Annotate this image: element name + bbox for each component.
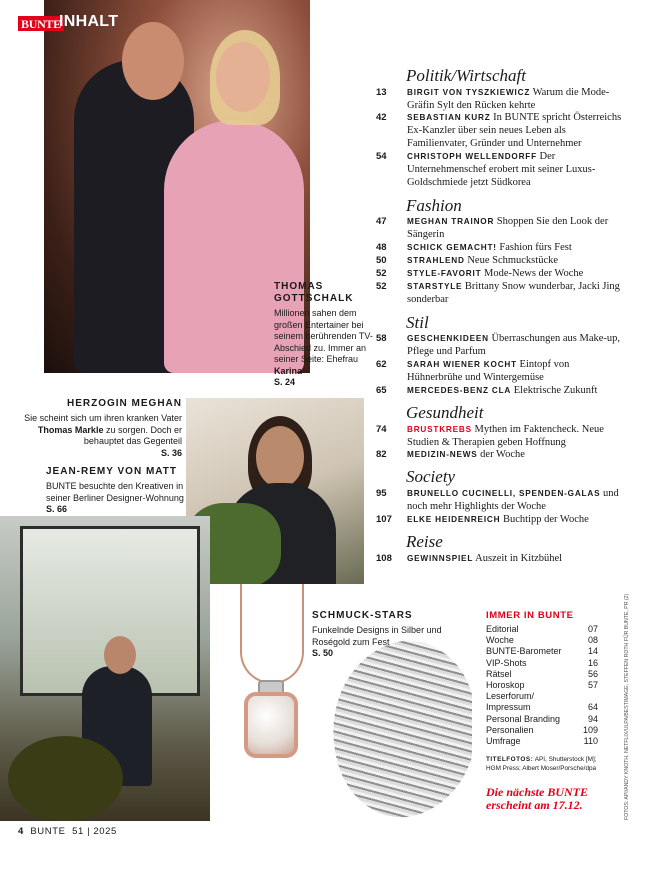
caption-title: THOMAS GOTTSCHALK	[274, 281, 354, 304]
caption-text: Millionen sahen dem großen Entertainer bei seinem berührenden TV-Abschied zu. Immer an seiner Seite: Ehefrau Karina S. 24	[274, 308, 373, 387]
caption-title: JEAN-REMY VON MATT	[46, 466, 177, 477]
section-title-reise: Reise	[406, 532, 443, 551]
bunte-logo: BUNTE	[18, 16, 64, 31]
toc-entry[interactable]: 13 BIRGIT VON TYSZKIEWICZ Warum die Mode-Gräfin Sylt den Rücken kehrte	[376, 87, 610, 112]
toc-entry[interactable]: 62 SARAH WIENER KOCHT Eintopf von Hühnerbrühe und Wintergemüse	[376, 359, 570, 384]
list-item[interactable]: VIP-Shots 16	[486, 657, 598, 668]
list-item[interactable]: Leserforum/	[486, 691, 535, 702]
caption-title: SCHMUCK-STARS	[312, 610, 413, 621]
next-issue-note: Die nächste BUNTE erscheint am 17.12.	[486, 785, 588, 812]
toc-entry[interactable]: 52 STYLE-FAVORIT Mode-News der Woche	[376, 268, 584, 279]
toc-entry[interactable]: 52 STARSTYLE Brittany Snow wunderbar, Jacki Jing sonderbar	[376, 281, 620, 306]
page-footer: 4 BUNTE 51 | 2025	[18, 826, 117, 837]
list-item[interactable]: Impressum 64	[486, 702, 598, 713]
caption-title: HERZOGIN MEGHAN	[67, 398, 182, 409]
toc-entry[interactable]: 65 MERCEDES-BENZ CLA Elektrische Zukunft	[376, 385, 598, 396]
list-item[interactable]: Woche 08	[486, 635, 598, 646]
photo-credits: FOTOS: API/ANDY KNOTH, NETFLIX/ULPA/BESTIMAGE, STEFFEN ROTH FÜR BUNTE, PR (2)	[624, 593, 630, 820]
toc-entry[interactable]: 48 SCHICK GEMACHT! Fashion fürs Fest	[376, 242, 572, 253]
list-item[interactable]: Personalien 109	[486, 724, 598, 735]
toc-entry[interactable]: 42 SEBASTIAN KURZ In BUNTE spricht Österreichs Ex-Kanzler über sein neues Leben als Familienvater, Gründer und Unternehmer	[376, 112, 622, 150]
list-item[interactable]: Editorial 07	[486, 624, 598, 634]
photo-jean-remy-von-matt	[0, 516, 210, 821]
list-item[interactable]: Personal Branding 94	[486, 713, 598, 724]
caption-text: Sie scheint sich um ihren kranken Vater Thomas Markle zu sorgen. Doch er behauptet das Gegenteil S. 36	[24, 413, 182, 458]
caption-text: BUNTE besuchte den Kreativen in seiner Berliner Designer-Wohnung S. 66	[46, 481, 184, 514]
list-item[interactable]: Rätsel 56	[486, 668, 598, 679]
list-item[interactable]: Umfrage 110	[486, 735, 598, 746]
immer-in-bunte-title: IMMER IN BUNTE	[486, 610, 574, 621]
section-title-stil: Stil	[406, 313, 429, 332]
caption-gottschalk	[274, 281, 374, 389]
section-title-fashion: Fashion	[406, 196, 462, 215]
toc-entry[interactable]: 50 STRAHLEND Neue Schmuckstücke	[376, 255, 559, 266]
page-title: INHALT	[59, 13, 119, 30]
list-item[interactable]: Horoskop 57	[486, 679, 598, 690]
titelfotos-credits: TITELFOTOS: API, Shutterstock [M]; HGM Press; Albert Moser/Porsche/dpa	[486, 756, 597, 772]
photo-herzogin-meghan	[186, 398, 364, 584]
caption-vonmatt	[46, 466, 196, 516]
toc-entry[interactable]: 107 ELKE HEIDENREICH Buchtipp der Woche	[376, 514, 589, 525]
caption-schmuck	[312, 610, 472, 660]
section-title-politik: Politik/Wirtschaft	[406, 66, 526, 85]
toc-entry[interactable]: 82 MEDIZIN-NEWS der Woche	[376, 449, 525, 460]
toc-entry[interactable]: 74 BRUSTKREBS Mythen im Faktencheck. Neue Studien & Therapien geben Hoffnung	[376, 424, 604, 449]
toc-entry[interactable]: 47 MEGHAN TRAINOR Shoppen Sie den Look der Sängerin	[376, 216, 609, 241]
immer-in-bunte-list	[486, 624, 598, 747]
toc-entry[interactable]: 95 BRUNELLO CUCINELLI, SPENDEN-GALAS und noch mehr Highlights der Woche	[376, 488, 619, 513]
toc-entry[interactable]: 108 GEWINNSPIEL Auszeit in Kitzbühel	[376, 553, 563, 564]
list-item[interactable]: BUNTE-Barometer 14	[486, 646, 598, 657]
caption-meghan	[20, 398, 182, 459]
toc-entry[interactable]: 54 CHRISTOPH WELLENDORFF Der Unternehmenschef erobert mit seiner Luxus-Goldschmiede jetzt Südkorea	[376, 151, 596, 189]
section-title-society: Society	[406, 467, 456, 486]
caption-text: Funkelnde Designs in Silber und Roségold zum Fest S. 50	[312, 625, 442, 658]
section-title-gesundheit: Gesundheit	[406, 403, 484, 422]
photo-thomas-gottschalk	[44, 0, 310, 373]
toc-entry[interactable]: 58 GESCHENKIDEEN Überraschungen aus Make-up, Pflege und Parfum	[376, 333, 621, 358]
